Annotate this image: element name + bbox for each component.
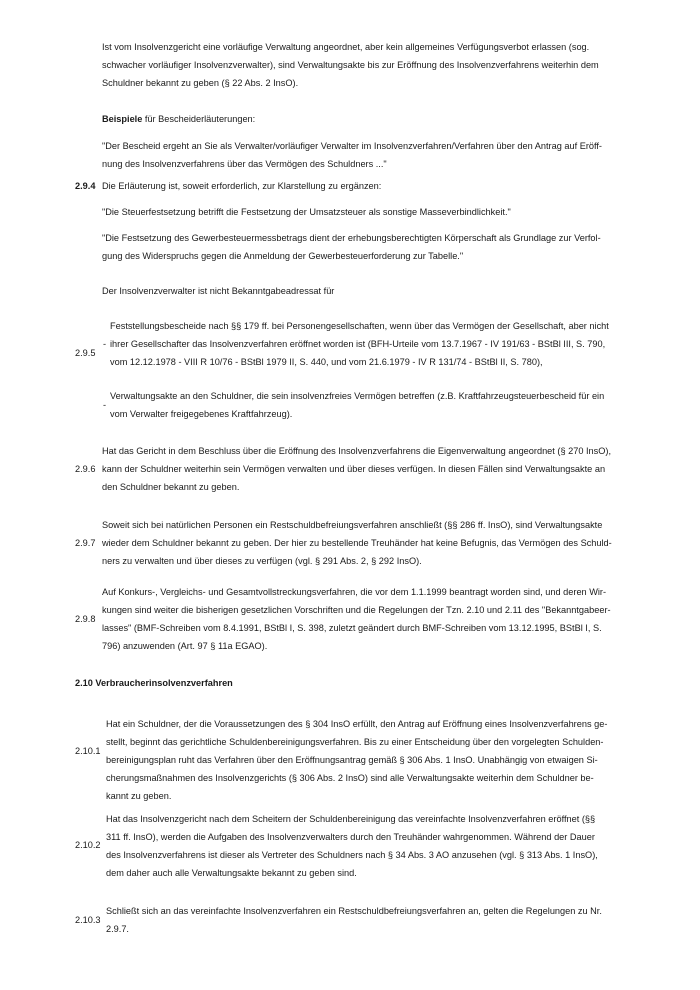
- text-line: nung des Insolvenzverfahrens über das Vermögen des Schuldners ...": [102, 159, 387, 169]
- section-number-2-10-3: 2.10.3: [75, 915, 101, 925]
- section-2-9-6-text: [102, 442, 622, 496]
- text-line: 311 ff. InsO), werden die Aufgaben des Insolvenzverwalters durch den Treuhänder wahrgenommen. Während der Dauer: [106, 832, 595, 842]
- text-line: cherungsmaßnahmen des Insolvenzgerichts (§ 306 Abs. 2 InsO) sind alle Verwaltungsakte weiterhin dem Schuldner be-: [106, 773, 594, 783]
- beispiele-quote: [102, 137, 622, 173]
- section-number-2-9-5: 2.9.5: [75, 348, 96, 358]
- text-line: Feststellungsbescheide nach §§ 179 ff. bei Personengesellschaften, wenn über das Vermögen der Gesellschaft, aber nicht: [110, 321, 609, 331]
- list-dash: -: [103, 339, 107, 349]
- section-2-9-4-note: Der Insolvenzverwalter ist nicht Bekanntgabeadressat für: [102, 286, 335, 296]
- section-number-2-9-7: 2.9.7: [75, 538, 96, 548]
- text-line: Auf Konkurs-, Vergleichs- und Gesamtvollstreckungsverfahren, die vor dem 1.1.1999 beantragt worden sind, und deren Wir-: [102, 587, 607, 597]
- beispiele-rest: für Bescheiderläuterungen:: [142, 114, 256, 124]
- text-line: ihrer Gesellschafter das Insolvenzverfahren eröffnet worden ist (BFH-Urteile vom 13.7.1967 - IV 191/63 - BStBl III, S. 790,: [110, 339, 606, 349]
- text-line: vom 12.12.1978 - VIII R 10/76 - BStBl 1979 II, S. 440, und vom 21.6.1979 - IV R 131/74 - BStBl II, S. 780),: [110, 357, 543, 367]
- text-line: Soweit sich bei natürlichen Personen ein Restschuldbefreiungsverfahren anschließt (§§ 286 ff. InsO), sind Verwaltungsakte: [102, 520, 603, 530]
- text-line: schwacher vorläufiger Insolvenzverwalter), sind Verwaltungsakte bis zur Eröffnung des Insolvenzverfahrens weiterhin dem: [102, 60, 599, 70]
- section-2-9-4-quote1: "Die Steuerfestsetzung betrifft die Festsetzung der Umsatzsteuer als sonstige Masseverbindlichkeit.": [102, 207, 511, 217]
- text-line: des Insolvenzverfahrens ist dieser als Vertreter des Schuldners nach § 34 Abs. 3 AO anzusehen (vgl. § 313 Abs. 1 InsO),: [106, 850, 598, 860]
- text-line: Schließt sich an das vereinfachte Insolvenzverfahren ein Restschuldbefreiungsverfahren an, gelten die Regelungen zu Nr.: [106, 906, 602, 916]
- section-2-10-2-text: [106, 810, 626, 882]
- text-line: 2.9.7.: [106, 924, 129, 934]
- text-line: 796) anzuwenden (Art. 97 § 11a EGAO).: [102, 641, 268, 651]
- section-2-10-3-text: [106, 902, 626, 938]
- list-dash: -: [103, 400, 107, 410]
- text-line: lasses" (BMF-Schreiben vom 8.4.1991, BStBl I, S. 398, zuletzt geändert durch BMF-Schreiben vom 13.12.1995, BStBl I, S.: [102, 623, 602, 633]
- text-line: bereinigungsplan ruht das Verfahren über den Eröffnungsantrag gemäß § 306 Abs. 1 InsO. Unabhängig von etwaigen Si-: [106, 755, 598, 765]
- text-line: kungen sind weiter die bisherigen gesetzlichen Vorschriften und die Regelungen der Tzn. 2.10 und 2.11 des "Bekanntgabeer-: [102, 605, 611, 615]
- section-2-9-5-item2: [110, 387, 630, 423]
- text-line: Ist vom Insolvenzgericht eine vorläufige Verwaltung angeordnet, aber kein allgemeines Verfügungsverbot erlassen (sog.: [102, 42, 590, 52]
- text-line: Hat das Insolvenzgericht nach dem Scheitern der Schuldenbereinigung das vereinfachte Insolvenzverfahren eröffnet (§§: [106, 814, 596, 824]
- text-line: ners zu verwalten und über dieses zu verfügen (vgl. § 291 Abs. 2, § 292 InsO).: [102, 556, 422, 566]
- text-line: "Die Festsetzung des Gewerbesteuermessbetrags dient der erhebungsberechtigten Körperschaft als Grundlage zur Verfol-: [102, 233, 601, 243]
- section-number-2-9-6: 2.9.6: [75, 464, 96, 474]
- section-number-2-10-2: 2.10.2: [75, 840, 101, 850]
- section-2-9-7-text: [102, 516, 622, 570]
- section-number-2-9-4: 2.9.4: [75, 181, 96, 191]
- section-heading-2-10: 2.10 Verbraucherinsolvenzverfahren: [75, 678, 233, 688]
- text-line: kann der Schuldner weiterhin sein Vermögen verwalten und über dieses verfügen. In diesen Fällen sind Verwaltungsakte an: [102, 464, 606, 474]
- text-line: kannt zu geben.: [106, 791, 172, 801]
- text-line: Schuldner bekannt zu geben (§ 22 Abs. 2 InsO).: [102, 78, 299, 88]
- text-line: stellt, beginnt das gerichtliche Schuldenbereinigungsverfahren. Bis zu einer Entscheidung über den vorgelegten Schulden-: [106, 737, 604, 747]
- text-line: dem daher auch alle Verwaltungsakte bekannt zu geben sind.: [106, 868, 357, 878]
- section-2-9-4-text: Die Erläuterung ist, soweit erforderlich, zur Klarstellung zu ergänzen:: [102, 181, 382, 191]
- text-line: Verwaltungsakte an den Schuldner, die sein insolvenzfreies Vermögen betreffen (z.B. Kraftfahrzeugsteuerbescheid für ein: [110, 391, 605, 401]
- section-number-2-10-1: 2.10.1: [75, 746, 101, 756]
- text-line: Hat das Gericht in dem Beschluss über die Eröffnung des Insolvenzverfahrens die Eigenverwaltung angeordnet (§ 270 InsO),: [102, 446, 612, 456]
- beispiele-label: [102, 110, 622, 128]
- text-line: wieder dem Schuldner bekannt zu geben. Der hier zu bestellende Treuhänder hat keine Befugnis, das Vermögen des Schuld-: [102, 538, 612, 548]
- beispiele-bold: Beispiele: [102, 114, 143, 124]
- section-2-9-4-quote2: [102, 229, 622, 265]
- section-number-2-9-8: 2.9.8: [75, 614, 96, 624]
- text-line: vom Verwalter freigegebenes Kraftfahrzeug).: [110, 409, 293, 419]
- section-2-10-1-text: [106, 715, 626, 805]
- section-2-9-8-text: [102, 583, 622, 655]
- text-line: den Schuldner bekannt zu geben.: [102, 482, 240, 492]
- intro-paragraph: [102, 38, 622, 92]
- text-line: "Der Bescheid ergeht an Sie als Verwalter/vorläufiger Verwalter im Insolvenzverfahren/Verfahren über den Antrag auf Eröff-: [102, 141, 602, 151]
- text-line: Hat ein Schuldner, der die Voraussetzungen des § 304 InsO erfüllt, den Antrag auf Eröffnung eines Insolvenzverfahrens ge-: [106, 719, 608, 729]
- text-line: gung des Widerspruchs gegen die Anmeldung der Gewerbesteuerforderung zur Tabelle.": [102, 251, 464, 261]
- section-2-9-5-item1: [110, 317, 630, 371]
